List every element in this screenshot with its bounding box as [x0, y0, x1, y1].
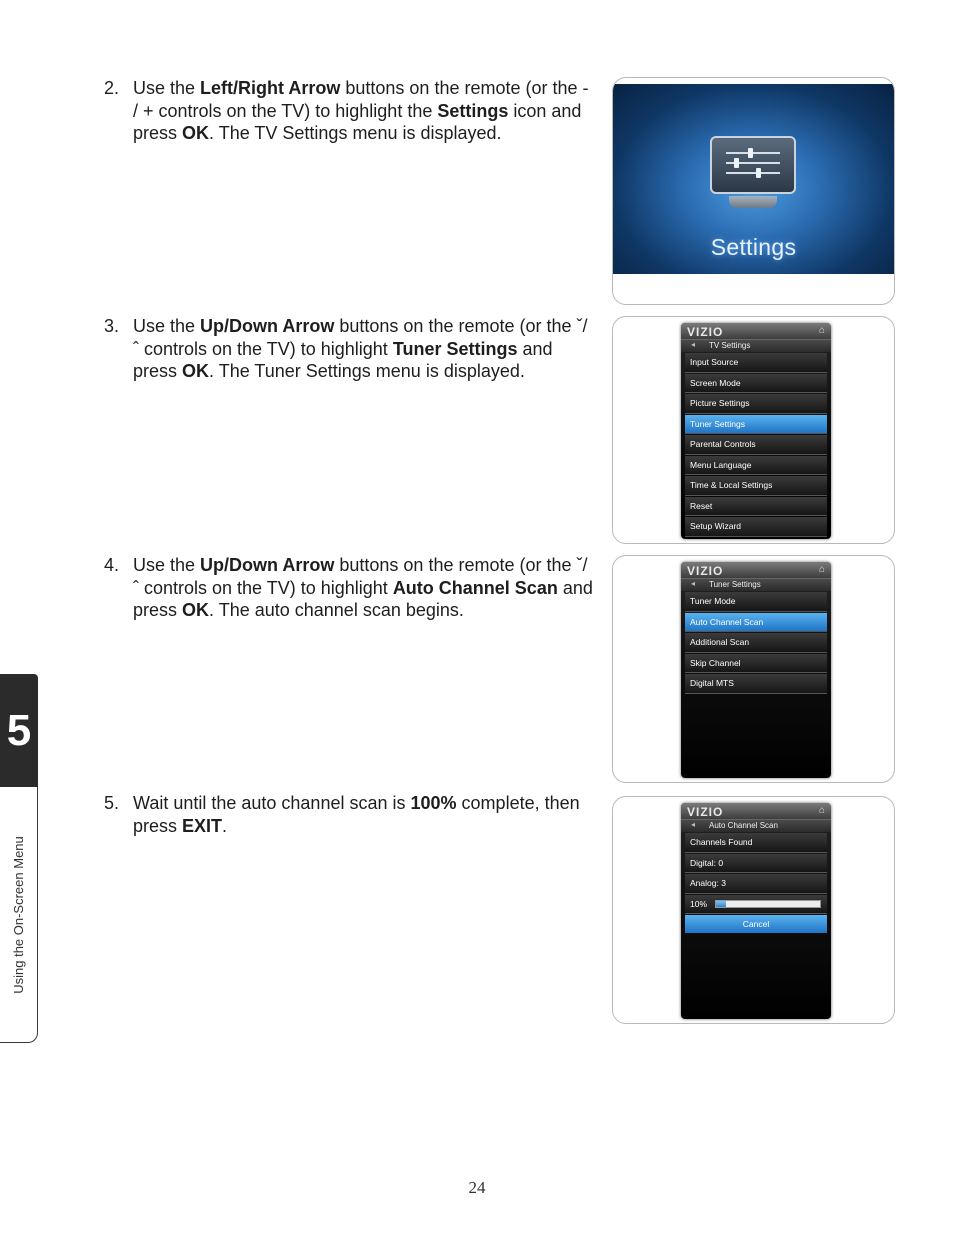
menu-item[interactable]: Parental Controls	[685, 435, 827, 455]
auto-channel-scan-menu	[681, 803, 831, 1019]
step-text: buttons on the remote (or the ˇ/ ˆ controls on the TV) to highlight	[133, 316, 588, 359]
progress-track	[715, 900, 821, 908]
vizio-logo: VIZIO	[687, 325, 724, 339]
step-emphasis: OK	[182, 361, 210, 381]
menu-item[interactable]: Skip Channel	[685, 654, 827, 674]
step-number: 5.	[104, 793, 120, 813]
step-emphasis: Left/Right Arrow	[200, 78, 341, 98]
step-emphasis: Tuner Settings	[392, 338, 518, 359]
menu-item[interactable]: Menu Language	[685, 456, 827, 476]
progress-fill	[716, 901, 726, 907]
tuner-settings-screenshot	[612, 555, 895, 783]
step-text: Use the	[133, 78, 201, 98]
menu-item[interactable]: Screen Mode	[685, 374, 827, 394]
step-text: and press	[133, 577, 593, 620]
menu-item[interactable]: Digital MTS	[685, 674, 827, 694]
step-text: icon and press	[133, 100, 582, 143]
step-emphasis: 100%	[410, 793, 457, 813]
settings-label: Settings	[710, 234, 797, 260]
step-emphasis: OK	[182, 600, 210, 620]
menu-item[interactable]: Additional Scan	[685, 633, 827, 653]
menu-header	[681, 803, 831, 819]
step-body	[133, 315, 594, 383]
step-3	[104, 315, 594, 383]
menu-item[interactable]: Input Source	[685, 353, 827, 373]
home-icon: ⌂	[818, 805, 825, 816]
menu-title: Auto Channel Scan	[709, 821, 778, 830]
page-number: 24	[468, 1178, 486, 1197]
cancel-button[interactable]: Cancel	[685, 915, 827, 933]
tuner-settings-menu	[681, 562, 831, 778]
menu-title-bar	[681, 339, 831, 352]
menu-title-bar	[681, 819, 831, 832]
menu-header	[681, 323, 831, 339]
step-number: 4.	[104, 555, 120, 575]
step-emphasis: Settings	[437, 100, 509, 121]
step-body	[133, 554, 594, 622]
menu-title: TV Settings	[709, 341, 751, 350]
tv-settings-icon	[710, 136, 796, 194]
step-5	[104, 792, 594, 837]
scan-progress-row	[685, 895, 827, 915]
settings-icon-screen	[613, 84, 894, 274]
vizio-logo: VIZIO	[687, 564, 724, 578]
step-text: . The auto channel scan begins.	[209, 600, 464, 620]
back-arrow-icon: ◂	[691, 820, 696, 829]
vizio-logo: VIZIO	[687, 805, 724, 819]
menu-item-list	[681, 592, 831, 694]
menu-item[interactable]: Reset	[685, 497, 827, 517]
menu-title: Tuner Settings	[709, 580, 761, 589]
back-arrow-icon: ◂	[691, 579, 696, 588]
step-number: 3.	[104, 316, 120, 336]
step-text: buttons on the remote (or the - / + controls on the TV) to highlight the	[133, 78, 589, 121]
menu-item[interactable]: Time & Local Settings	[685, 476, 827, 496]
step-text: . The Tuner Settings menu is displayed.	[209, 361, 525, 381]
tv-stand-graphic	[729, 196, 777, 208]
step-text: Wait until the auto channel scan is	[133, 793, 411, 813]
step-text: and press	[133, 338, 553, 381]
step-emphasis: Auto Channel Scan	[392, 577, 558, 598]
step-emphasis: EXIT	[182, 815, 223, 836]
step-2	[104, 77, 594, 145]
settings-icon-screenshot	[612, 77, 895, 305]
step-emphasis: Up/Down Arrow	[200, 555, 335, 575]
digital-count-row: Digital: 0	[685, 854, 827, 874]
step-emphasis: OK	[182, 123, 210, 143]
analog-count-row: Analog: 3	[685, 874, 827, 894]
menu-title-bar	[681, 578, 831, 591]
home-icon: ⌂	[818, 564, 825, 575]
menu-item-list	[681, 353, 831, 537]
progress-percent: 10%	[690, 898, 708, 909]
menu-header	[681, 562, 831, 578]
tv-settings-screenshot	[612, 316, 895, 544]
step-text: complete, then press	[133, 793, 580, 836]
step-text: Use the	[133, 555, 201, 575]
chapter-number: 5	[6, 706, 32, 755]
home-icon: ⌂	[818, 325, 825, 336]
menu-item[interactable]: Tuner Settings	[685, 415, 827, 435]
step-text: .	[222, 815, 228, 836]
step-number: 2.	[104, 78, 120, 98]
step-text: Use the	[133, 316, 201, 336]
step-text: buttons on the remote (or the ˇ/ ˆ controls on the TV) to highlight	[133, 555, 588, 598]
menu-item[interactable]: Picture Settings	[685, 394, 827, 414]
tv-settings-menu	[681, 323, 831, 539]
step-4	[104, 554, 594, 622]
channels-found-row: Channels Found	[685, 833, 827, 853]
menu-item[interactable]: Setup Wizard	[685, 517, 827, 537]
menu-item[interactable]: Auto Channel Scan	[685, 613, 827, 633]
step-body	[133, 77, 594, 145]
menu-item[interactable]: Tuner Mode	[685, 592, 827, 612]
section-label: Using the On-Screen Menu	[11, 836, 26, 994]
step-body	[133, 792, 594, 837]
step-emphasis: Up/Down Arrow	[200, 316, 335, 336]
back-arrow-icon: ◂	[691, 340, 696, 349]
step-text: . The TV Settings menu is displayed.	[209, 123, 502, 143]
auto-channel-scan-screenshot	[612, 796, 895, 1024]
